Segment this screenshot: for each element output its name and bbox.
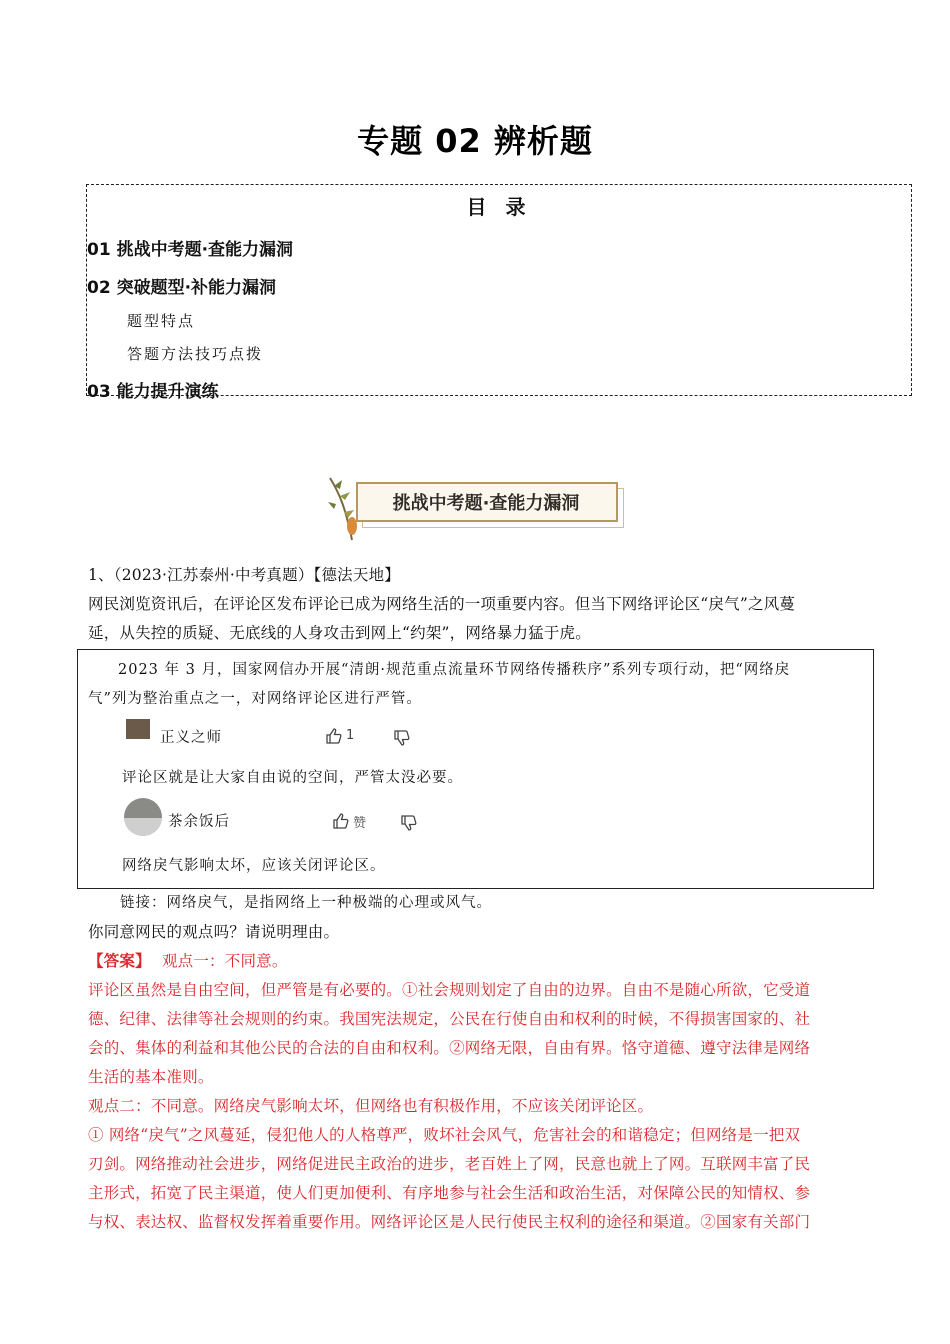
question-header: 1、（2023·江苏泰州·中考真题）【德法天地】 (88, 566, 400, 584)
answer-line: 刃剑。网络推动社会进步，网络促进民主政治的进步，老百姓上了网，民意也就上了网。互联网丰富了民 (88, 1155, 811, 1173)
answer-line: 主形式，拓宽了民主渠道，使人们更加便利、有序地参与社会生活和政治生活，对保障公民的知情权、参 (88, 1184, 811, 1202)
answer-line: 与权、表达权、监督权发挥着重要作用。网络评论区是人民行使民主权利的途径和渠道。②国家有关部门 (88, 1213, 811, 1231)
comment-content: 网络戾气影响太坏，应该关闭评论区。 (122, 858, 386, 874)
answer-line: 观点二：不同意。网络戾气影响太坏，但网络也有积极作用，不应该关闭评论区。 (88, 1097, 654, 1115)
news-card (77, 649, 874, 889)
toc-heading: 目 录 (466, 195, 532, 219)
page-title: 专题 02 辨析题 (357, 122, 593, 160)
question-intro-line: 延，从失控的质疑、无底线的人身攻击到网上“约架”，网络暴力猛于虎。 (88, 624, 591, 642)
section-banner (322, 474, 627, 544)
answer-view-1: 观点一：不同意。 (161, 952, 288, 970)
comment-user: 茶余饭后 (168, 814, 230, 830)
answer-tag: 【答案】 (88, 951, 151, 970)
answer-line: 德、纪律、法律等社会规则的约束。我国宪法规定，公民在行使自由和权利的时候，不得损害国家的、社 (88, 1010, 811, 1028)
card-text-line: 气”列为整治重点之一，对网络评论区进行严管。 (88, 691, 422, 707)
comment-user: 正义之师 (160, 730, 222, 746)
thumbs-up-icon[interactable] (331, 811, 351, 831)
thumbs-up-icon[interactable] (324, 726, 344, 746)
link-note: 链接：网络戾气，是指网络上一种极端的心理或风气。 (120, 895, 492, 911)
answer-line: ① 网络“戾气”之风蔓延，侵犯他人的人格尊严，败坏社会风气，危害社会的和谐稳定；但网络是一把双 (88, 1126, 801, 1144)
avatar (126, 719, 150, 739)
answer-first-line (88, 949, 288, 971)
table-of-contents (86, 184, 912, 402)
like-count: 赞 (353, 816, 368, 831)
banner-label: 挑战中考题·查能力漏洞 (392, 493, 580, 514)
avatar (124, 798, 162, 836)
comment-content: 评论区就是让大家自由说的空间，严管太没必要。 (122, 770, 463, 786)
question-prompt: 你同意网民的观点吗？请说明理由。 (88, 923, 340, 941)
answer-line: 生活的基本准则。 (88, 1068, 214, 1086)
toc-item-3[interactable]: 03 能力提升演练 (87, 382, 219, 402)
toc-item-1[interactable]: 01 挑战中考题·查能力漏洞 (87, 240, 294, 260)
like-count: 1 (346, 728, 356, 743)
answer-line: 会的、集体的利益和其他公民的合法的自由和权利。②网络无限，自由有界。恪守道德、遵守法律是网络 (88, 1039, 811, 1057)
toc-subitem-2[interactable]: 答题方法技巧点拨 (127, 345, 264, 363)
card-text-line: 2023 年 3 月，国家网信办开展“清朗·规范重点流量环节网络传播秩序”系列专项行动，把“网络戾 (118, 662, 791, 678)
question-intro-line: 网民浏览资讯后，在评论区发布评论已成为网络生活的一项重要内容。但当下网络评论区“戾气”之风蔓 (88, 595, 796, 613)
thumbs-down-icon[interactable] (399, 813, 419, 833)
answer-line: 评论区虽然是自由空间，但严管是有必要的。①社会规则划定了自由的边界。自由不是随心所欲，它受道 (88, 981, 811, 999)
toc-subitem-1[interactable]: 题型特点 (127, 312, 196, 330)
toc-item-2[interactable]: 02 突破题型·补能力漏洞 (87, 278, 277, 298)
thumbs-down-icon[interactable] (392, 728, 412, 748)
